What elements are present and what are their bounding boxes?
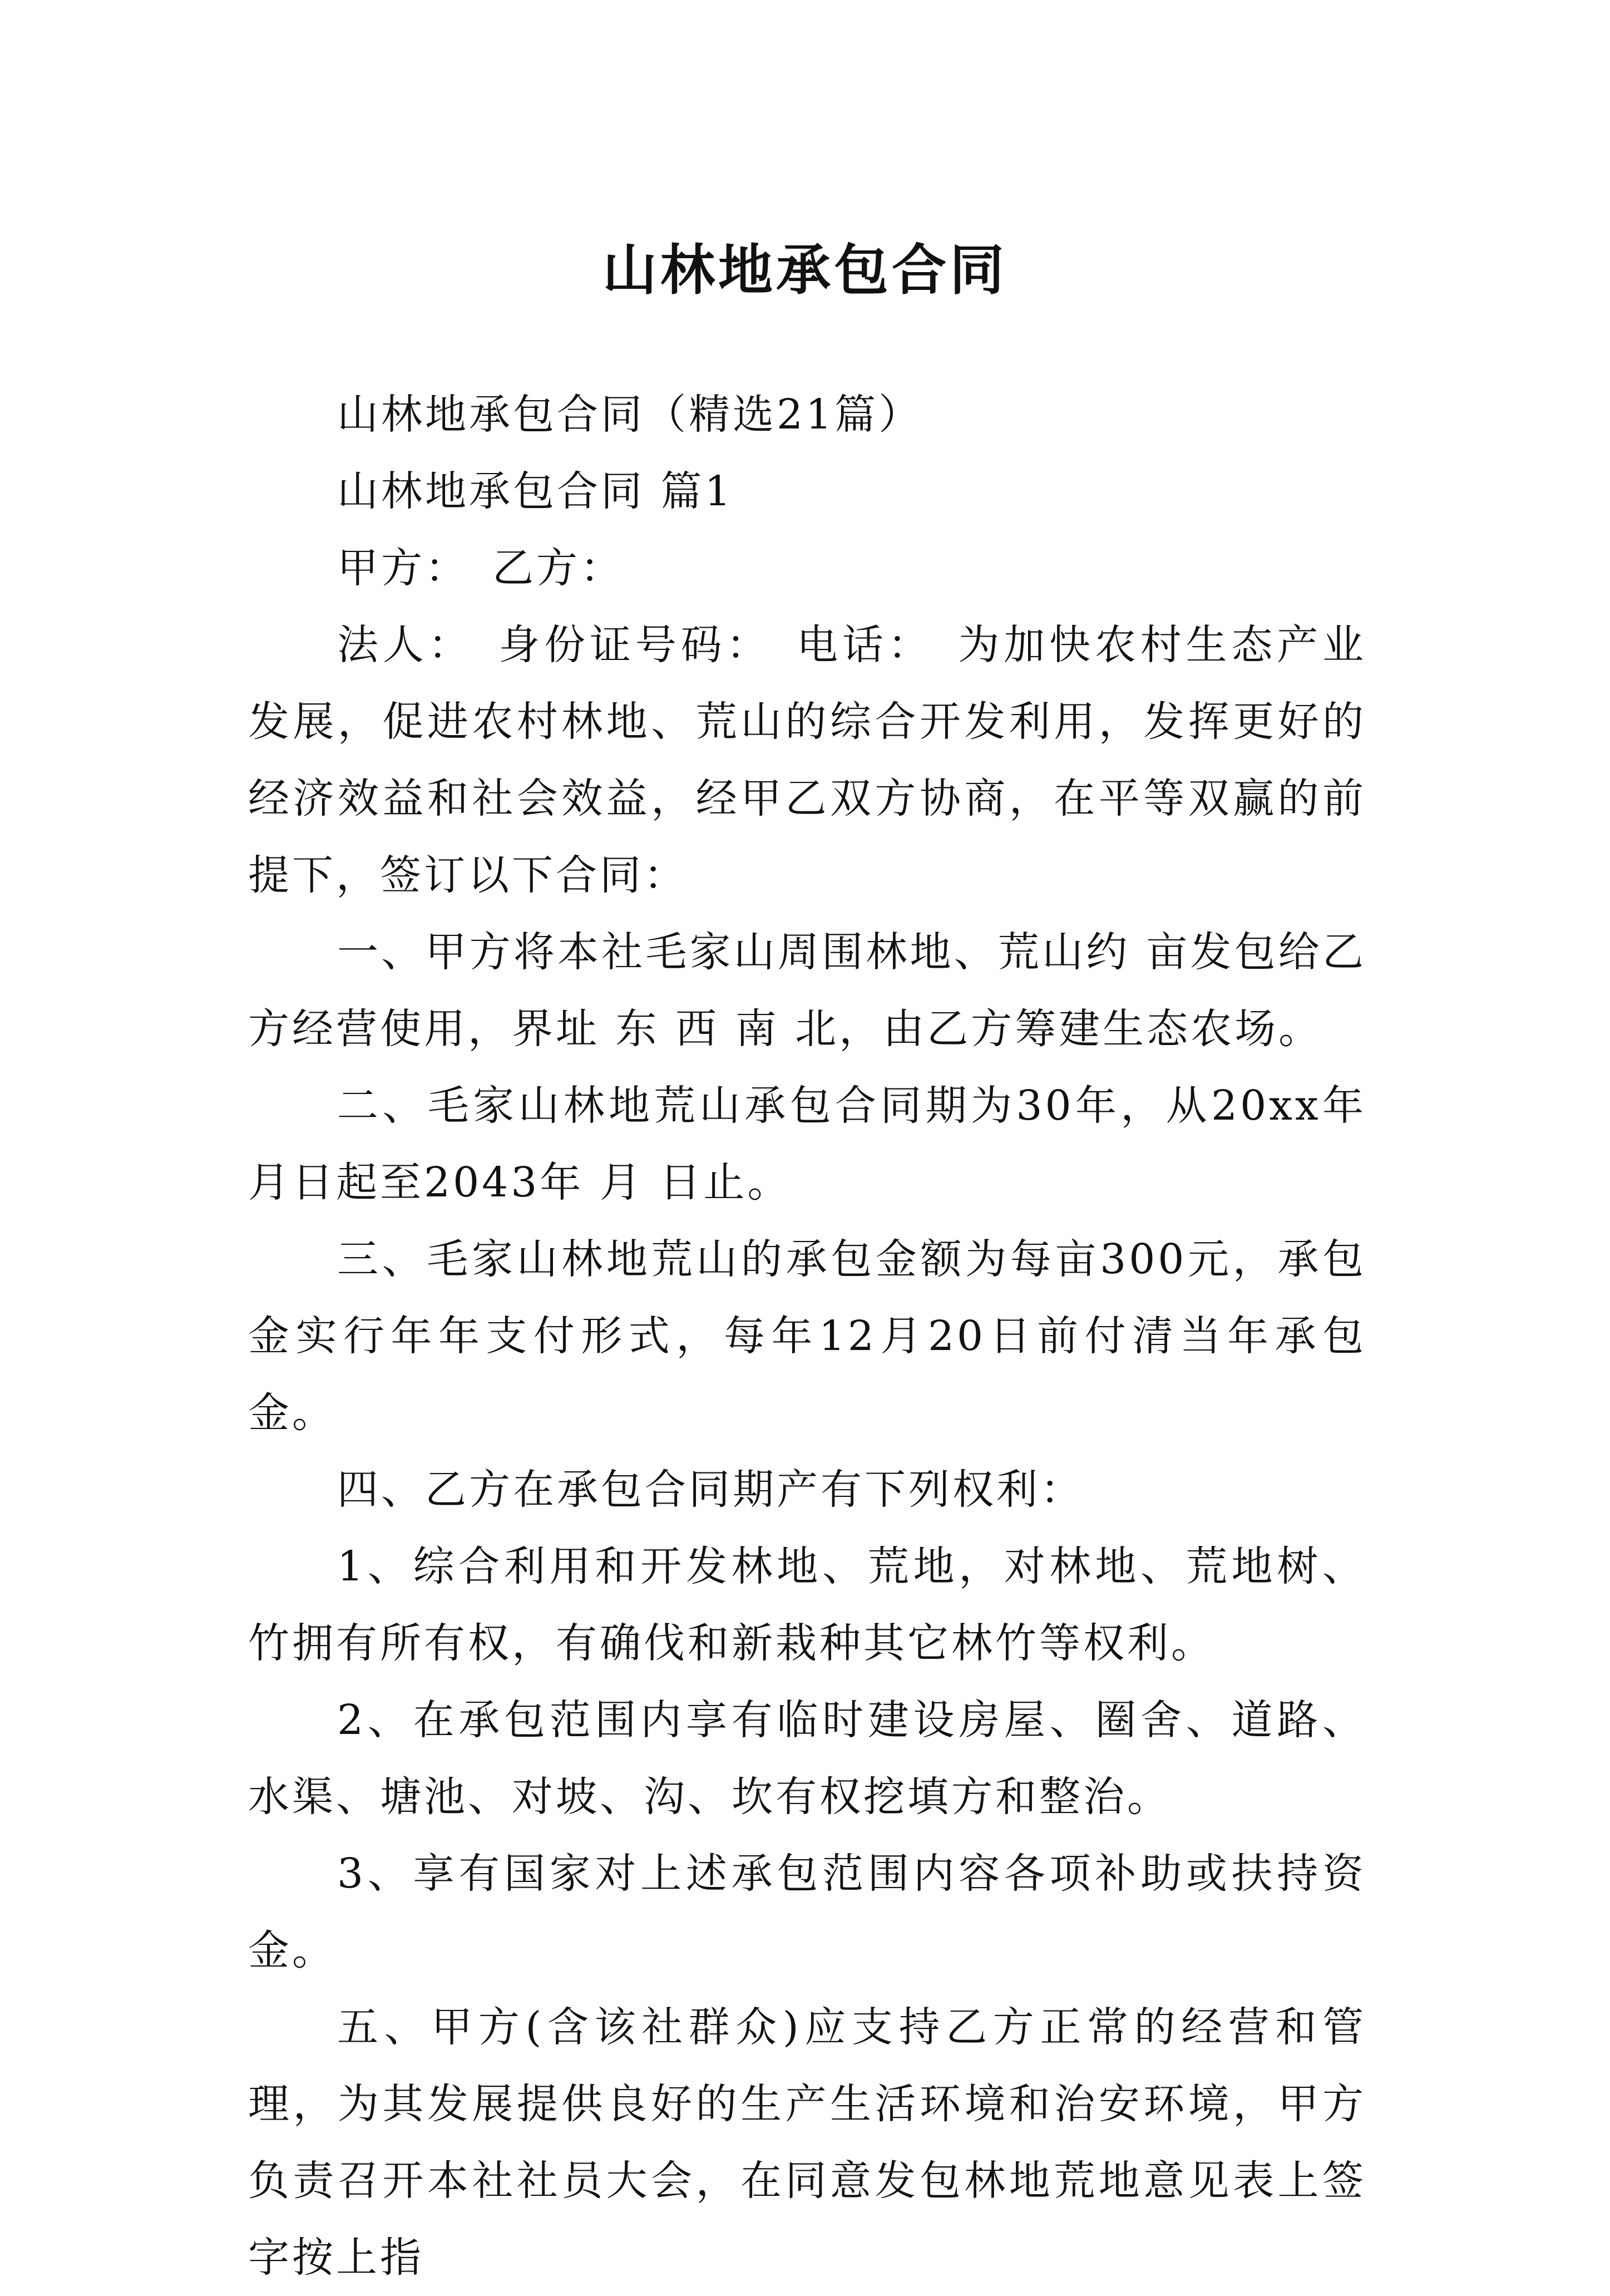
- paragraph-clause-2: 二、毛家山林地荒山承包合同期为30年，从20xx年 月日起至2043年 月 日止。: [248, 1082, 1366, 1206]
- paragraph-parties: 甲方： 乙方：: [337, 544, 624, 592]
- document-body: [248, 376, 1366, 2296]
- document-title: 山林地承包合同: [602, 238, 1008, 302]
- paragraph-section-heading: 山林地承包合同 篇1: [337, 467, 734, 515]
- paragraph-right-3: 3、享有国家对上述承包范围内容各项补助或扶持资金。: [248, 1850, 1366, 1974]
- paragraph-clause-1: 一、甲方将本社毛家山周围林地、荒山约 亩发包给乙方经营使用，界址 东 西 南 北，由乙方筹建生态农场。: [248, 928, 1366, 1053]
- paragraph-clause-5: 五、甲方(含该社群众)应支持乙方正常的经营和管理，为其发展提供良好的生产生活环境和治安环境，甲方负责召开本社社员大会，在同意发包林地荒地意见表上签字按上指: [248, 2003, 1366, 2282]
- paragraph-subtitle: 山林地承包合同（精选21篇）: [337, 391, 923, 438]
- paragraph-right-1: 1、综合利用和开发林地、荒地，对林地、荒地树、竹拥有所有权，有确伐和新栽种其它林竹等权利。: [248, 1543, 1366, 1667]
- paragraph-clause-3: 三、毛家山林地荒山的承包金额为每亩300元，承包金实行年年支付形式，每年12月20日前付清当年承包金。: [248, 1235, 1366, 1437]
- paragraph-right-2: 2、在承包范围内享有临时建设房屋、圈舍、道路、水渠、塘池、对坡、沟、坎有权挖填方和整治。: [248, 1696, 1366, 1821]
- paragraph-clause-4: 四、乙方在承包合同期产有下列权利：: [337, 1466, 1084, 1514]
- paragraph-preamble: 法人： 身份证号码： 电话： 为加快农村生态产业发展，促进农村林地、荒山的综合开发利用，发挥更好的经济效益和社会效益，经甲乙双方协商，在平等双赢的前提下，签订以下合同：: [248, 621, 1366, 899]
